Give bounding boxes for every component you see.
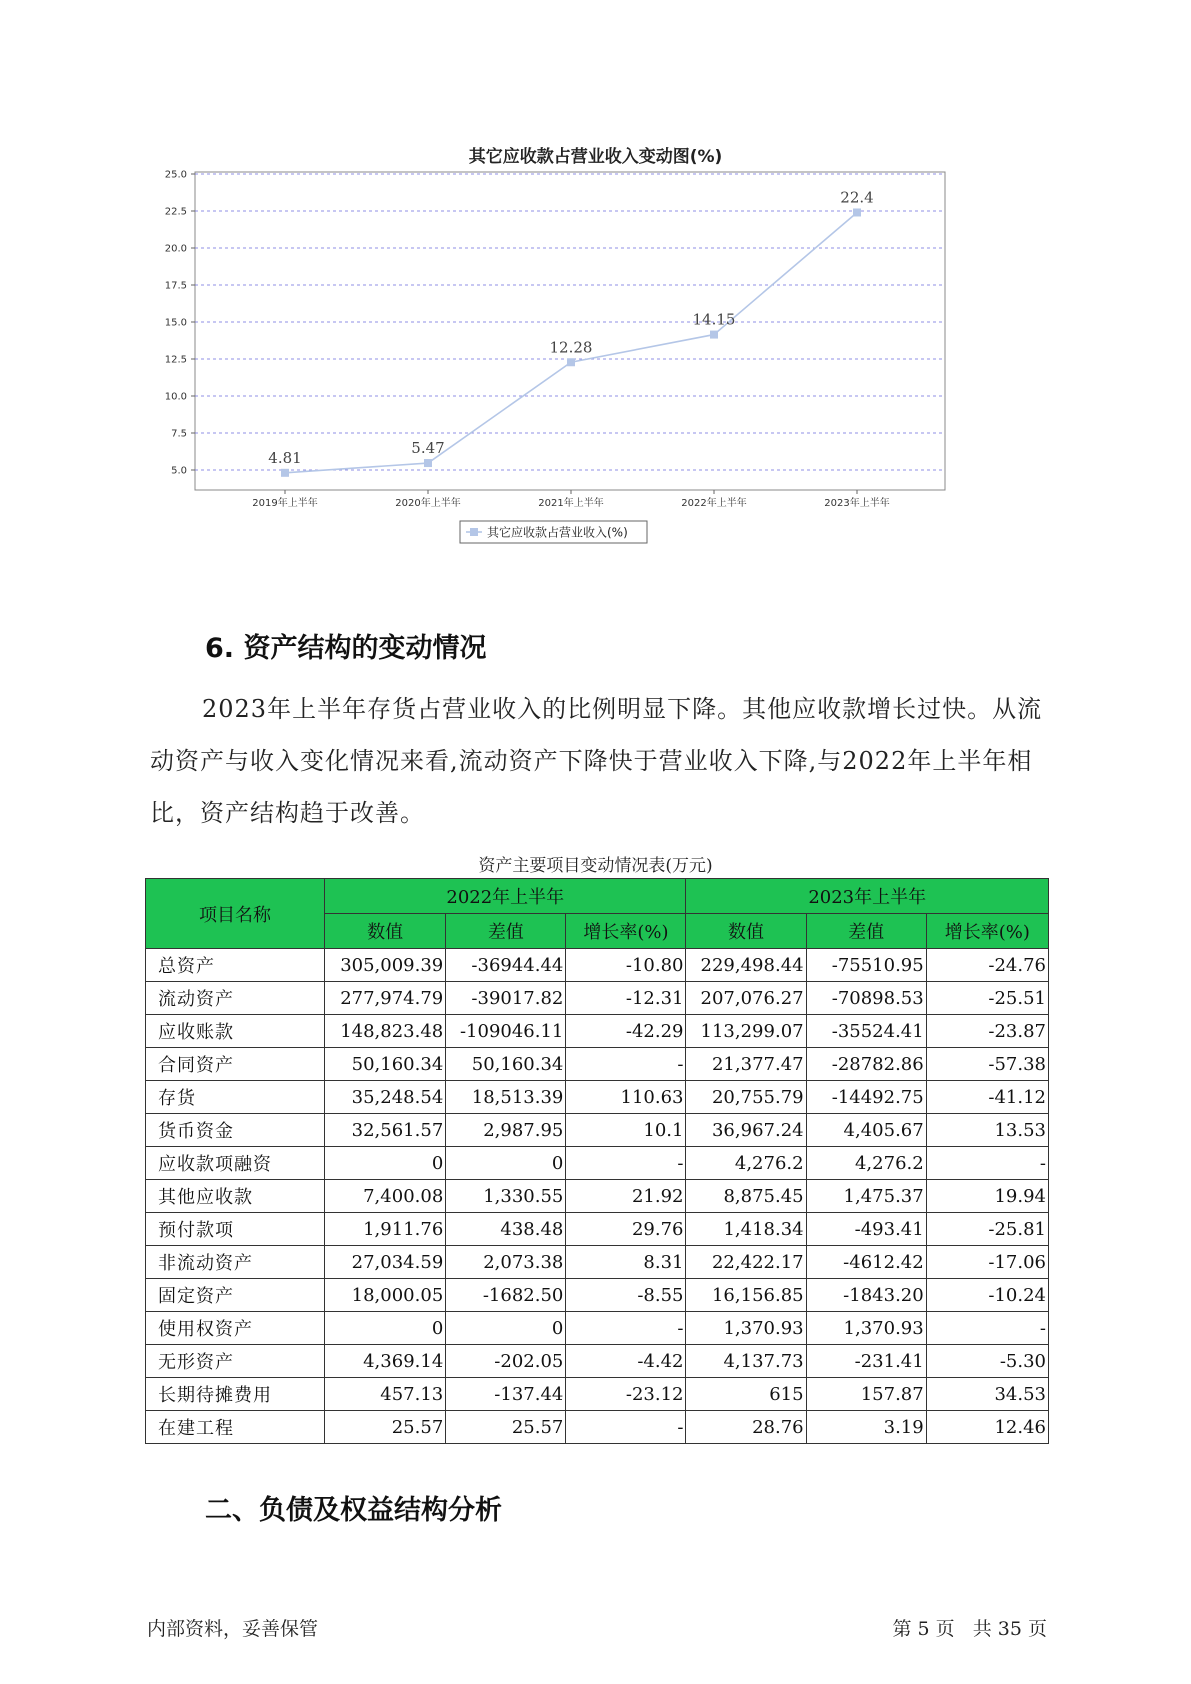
legend-marker [470, 528, 478, 536]
table-cell: -1843.20 [806, 1279, 926, 1312]
table-row [146, 1345, 1049, 1378]
table-cell: 4,405.67 [806, 1114, 926, 1147]
table-cell: 113,299.07 [686, 1015, 806, 1048]
header-sub: 增长率(%) [566, 914, 686, 949]
data-label: 12.28 [549, 338, 593, 357]
table-cell: - [926, 1312, 1048, 1345]
header-sub: 差值 [806, 914, 926, 949]
table-cell: 21,377.47 [686, 1048, 806, 1081]
table-cell: 13.53 [926, 1114, 1048, 1147]
table-cell: 1,418.34 [686, 1213, 806, 1246]
table-row [146, 1378, 1049, 1411]
table-cell: - [566, 1048, 686, 1081]
table-cell: -493.41 [806, 1213, 926, 1246]
chart-grid [195, 172, 945, 490]
table-cell: 29.76 [566, 1213, 686, 1246]
table-cell: 21.92 [566, 1180, 686, 1213]
table-row [146, 1213, 1049, 1246]
table-cell: 0 [325, 1147, 446, 1180]
table-cell: -23.12 [566, 1378, 686, 1411]
row-item-name: 其他应收款 [146, 1180, 325, 1213]
y-tick-label: 17.5 [164, 280, 187, 292]
header-group-2023: 2023年上半年 [686, 879, 1049, 914]
table-row [146, 1411, 1049, 1444]
table-cell: -36944.44 [446, 949, 566, 982]
table-cell: -10.24 [926, 1279, 1048, 1312]
table-cell: -10.80 [566, 949, 686, 982]
table-cell: 4,369.14 [325, 1345, 446, 1378]
table-cell: - [566, 1312, 686, 1345]
table-row [146, 982, 1049, 1015]
x-tick-label: 2022年上半年 [681, 498, 747, 509]
table-cell: 615 [686, 1378, 806, 1411]
row-item-name: 长期待摊费用 [146, 1378, 325, 1411]
table-cell: 50,160.34 [446, 1048, 566, 1081]
table-cell: 32,561.57 [325, 1114, 446, 1147]
table-cell: 1,330.55 [446, 1180, 566, 1213]
table-cell: 34.53 [926, 1378, 1048, 1411]
table-cell: 18,000.05 [325, 1279, 446, 1312]
y-tick-label: 25.0 [164, 170, 187, 181]
row-item-name: 合同资产 [146, 1048, 325, 1081]
table-cell: -8.55 [566, 1279, 686, 1312]
table-cell: 28.76 [686, 1411, 806, 1444]
paragraph-text: 2023年上半年存货占营业收入的比例明显下降。其他应收款增长过快。从流动资产与收入变化情况来看,流动资产下降快于营业收入下降,与2022年上半年相比，资产结构趋于改善。 [150, 695, 1043, 827]
row-item-name: 货币资金 [146, 1114, 325, 1147]
table-row [146, 1114, 1049, 1147]
row-item-name: 在建工程 [146, 1411, 325, 1444]
table-cell: -137.44 [446, 1378, 566, 1411]
table-cell: 4,137.73 [686, 1345, 806, 1378]
table-row [146, 949, 1049, 982]
row-item-name: 非流动资产 [146, 1246, 325, 1279]
row-item-name: 固定资产 [146, 1279, 325, 1312]
table-cell: 10.1 [566, 1114, 686, 1147]
table-cell: 148,823.48 [325, 1015, 446, 1048]
table-cell: 110.63 [566, 1081, 686, 1114]
chart-series [268, 188, 873, 476]
table-cell: 3.19 [806, 1411, 926, 1444]
table-cell: 19.94 [926, 1180, 1048, 1213]
header-group-2022: 2022年上半年 [325, 879, 686, 914]
x-tick-label: 2019年上半年 [252, 498, 318, 509]
table-cell: -109046.11 [446, 1015, 566, 1048]
table-row [146, 1279, 1049, 1312]
section-heading: 二、负债及权益结构分析 [205, 1495, 502, 1526]
table-cell: -231.41 [806, 1345, 926, 1378]
table-row [146, 1147, 1049, 1180]
table-cell: -25.51 [926, 982, 1048, 1015]
table-cell: -41.12 [926, 1081, 1048, 1114]
table-cell: -4.42 [566, 1345, 686, 1378]
table-cell: -70898.53 [806, 982, 926, 1015]
table-cell: 25.57 [446, 1411, 566, 1444]
y-tick-label: 15.0 [164, 317, 187, 329]
y-tick-label: 7.5 [171, 428, 187, 440]
table-cell: -14492.75 [806, 1081, 926, 1114]
table-cell: -35524.41 [806, 1015, 926, 1048]
line-chart [150, 170, 970, 550]
data-label: 5.47 [411, 439, 445, 458]
y-tick-label: 10.0 [164, 391, 187, 403]
table-cell: - [566, 1147, 686, 1180]
table-row [146, 1246, 1049, 1279]
table-cell: 2,987.95 [446, 1114, 566, 1147]
table-cell: 8,875.45 [686, 1180, 806, 1213]
table-cell: 2,073.38 [446, 1246, 566, 1279]
table-cell: -5.30 [926, 1345, 1048, 1378]
table-cell: 457.13 [325, 1378, 446, 1411]
table-cell: 12.46 [926, 1411, 1048, 1444]
table-caption: 资产主要项目变动情况表(万元) [478, 856, 713, 876]
table-cell: 7,400.08 [325, 1180, 446, 1213]
section-heading: 6. 资产结构的变动情况 [205, 633, 487, 664]
table-cell: 25.57 [325, 1411, 446, 1444]
data-point [281, 469, 289, 477]
table-cell: -57.38 [926, 1048, 1048, 1081]
table-cell: -12.31 [566, 982, 686, 1015]
x-tick-label: 2023年上半年 [824, 498, 890, 509]
y-tick-label: 12.5 [164, 354, 187, 366]
chart-legend [460, 521, 647, 543]
table-cell: -25.81 [926, 1213, 1048, 1246]
table-cell: 36,967.24 [686, 1114, 806, 1147]
row-item-name: 应收款项融资 [146, 1147, 325, 1180]
row-item-name: 存货 [146, 1081, 325, 1114]
data-label: 22.4 [840, 188, 874, 207]
table-cell: 1,370.93 [806, 1312, 926, 1345]
footer-page-number: 第 5 页 共 35 页 [892, 1618, 1047, 1640]
table-row [146, 1180, 1049, 1213]
table-cell: - [926, 1147, 1048, 1180]
table-cell: -75510.95 [806, 949, 926, 982]
table-cell: -4612.42 [806, 1246, 926, 1279]
table-cell: 438.48 [446, 1213, 566, 1246]
x-tick-label: 2021年上半年 [538, 498, 604, 509]
table-cell: -39017.82 [446, 982, 566, 1015]
header-sub: 差值 [446, 914, 566, 949]
table-cell: 1,370.93 [686, 1312, 806, 1345]
table-cell: 1,911.76 [325, 1213, 446, 1246]
table-cell: -28782.86 [806, 1048, 926, 1081]
asset-change-table [145, 878, 1049, 1444]
row-item-name: 总资产 [146, 949, 325, 982]
header-sub: 数值 [325, 914, 446, 949]
table-cell: 157.87 [806, 1378, 926, 1411]
table-cell: 0 [446, 1312, 566, 1345]
table-cell: 0 [325, 1312, 446, 1345]
x-tick-label: 2020年上半年 [395, 498, 461, 509]
table-cell: 20,755.79 [686, 1081, 806, 1114]
y-tick-label: 22.5 [164, 206, 187, 218]
table-cell: 207,076.27 [686, 982, 806, 1015]
footer-confidential-note: 内部资料，妥善保管 [147, 1618, 319, 1640]
table-cell: -202.05 [446, 1345, 566, 1378]
table-row [146, 1015, 1049, 1048]
table-cell: 277,974.79 [325, 982, 446, 1015]
header-sub: 数值 [686, 914, 806, 949]
data-point [853, 208, 861, 216]
table-cell: -23.87 [926, 1015, 1048, 1048]
table-cell: -1682.50 [446, 1279, 566, 1312]
table-cell: 1,475.37 [806, 1180, 926, 1213]
table-cell: -17.06 [926, 1246, 1048, 1279]
row-item-name: 流动资产 [146, 982, 325, 1015]
table-cell: 8.31 [566, 1246, 686, 1279]
body-paragraph [150, 683, 1050, 839]
plot-border [195, 172, 945, 490]
row-item-name: 预付款项 [146, 1213, 325, 1246]
data-label: 4.81 [268, 448, 302, 467]
row-item-name: 使用权资产 [146, 1312, 325, 1345]
table-cell: 0 [446, 1147, 566, 1180]
chart-title: 其它应收款占营业收入变动图(%) [468, 147, 723, 167]
table-cell: 35,248.54 [325, 1081, 446, 1114]
legend-label: 其它应收款占营业收入(%) [487, 525, 628, 540]
y-tick-label: 5.0 [171, 465, 187, 477]
data-point [424, 459, 432, 467]
table-body [146, 949, 1049, 1444]
header-item-name: 项目名称 [146, 879, 325, 949]
table-row [146, 1312, 1049, 1345]
table-cell: 229,498.44 [686, 949, 806, 982]
table-cell: -42.29 [566, 1015, 686, 1048]
data-label: 14.15 [692, 310, 736, 329]
table-row [146, 1048, 1049, 1081]
x-axis-ticks [252, 490, 889, 509]
row-item-name: 应收账款 [146, 1015, 325, 1048]
table-cell: 16,156.85 [686, 1279, 806, 1312]
table-row [146, 1081, 1049, 1114]
table-cell: 50,160.34 [325, 1048, 446, 1081]
table-cell: 27,034.59 [325, 1246, 446, 1279]
header-sub: 增长率(%) [926, 914, 1048, 949]
row-item-name: 无形资产 [146, 1345, 325, 1378]
table-cell: 4,276.2 [806, 1147, 926, 1180]
table-cell: 4,276.2 [686, 1147, 806, 1180]
table-cell: 22,422.17 [686, 1246, 806, 1279]
table-cell: - [566, 1411, 686, 1444]
y-axis-ticks [165, 170, 195, 477]
data-point [567, 358, 575, 366]
y-tick-label: 20.0 [164, 243, 187, 255]
table-cell: 305,009.39 [325, 949, 446, 982]
table-cell: -24.76 [926, 949, 1048, 982]
table-cell: 18,513.39 [446, 1081, 566, 1114]
data-point [710, 331, 718, 339]
